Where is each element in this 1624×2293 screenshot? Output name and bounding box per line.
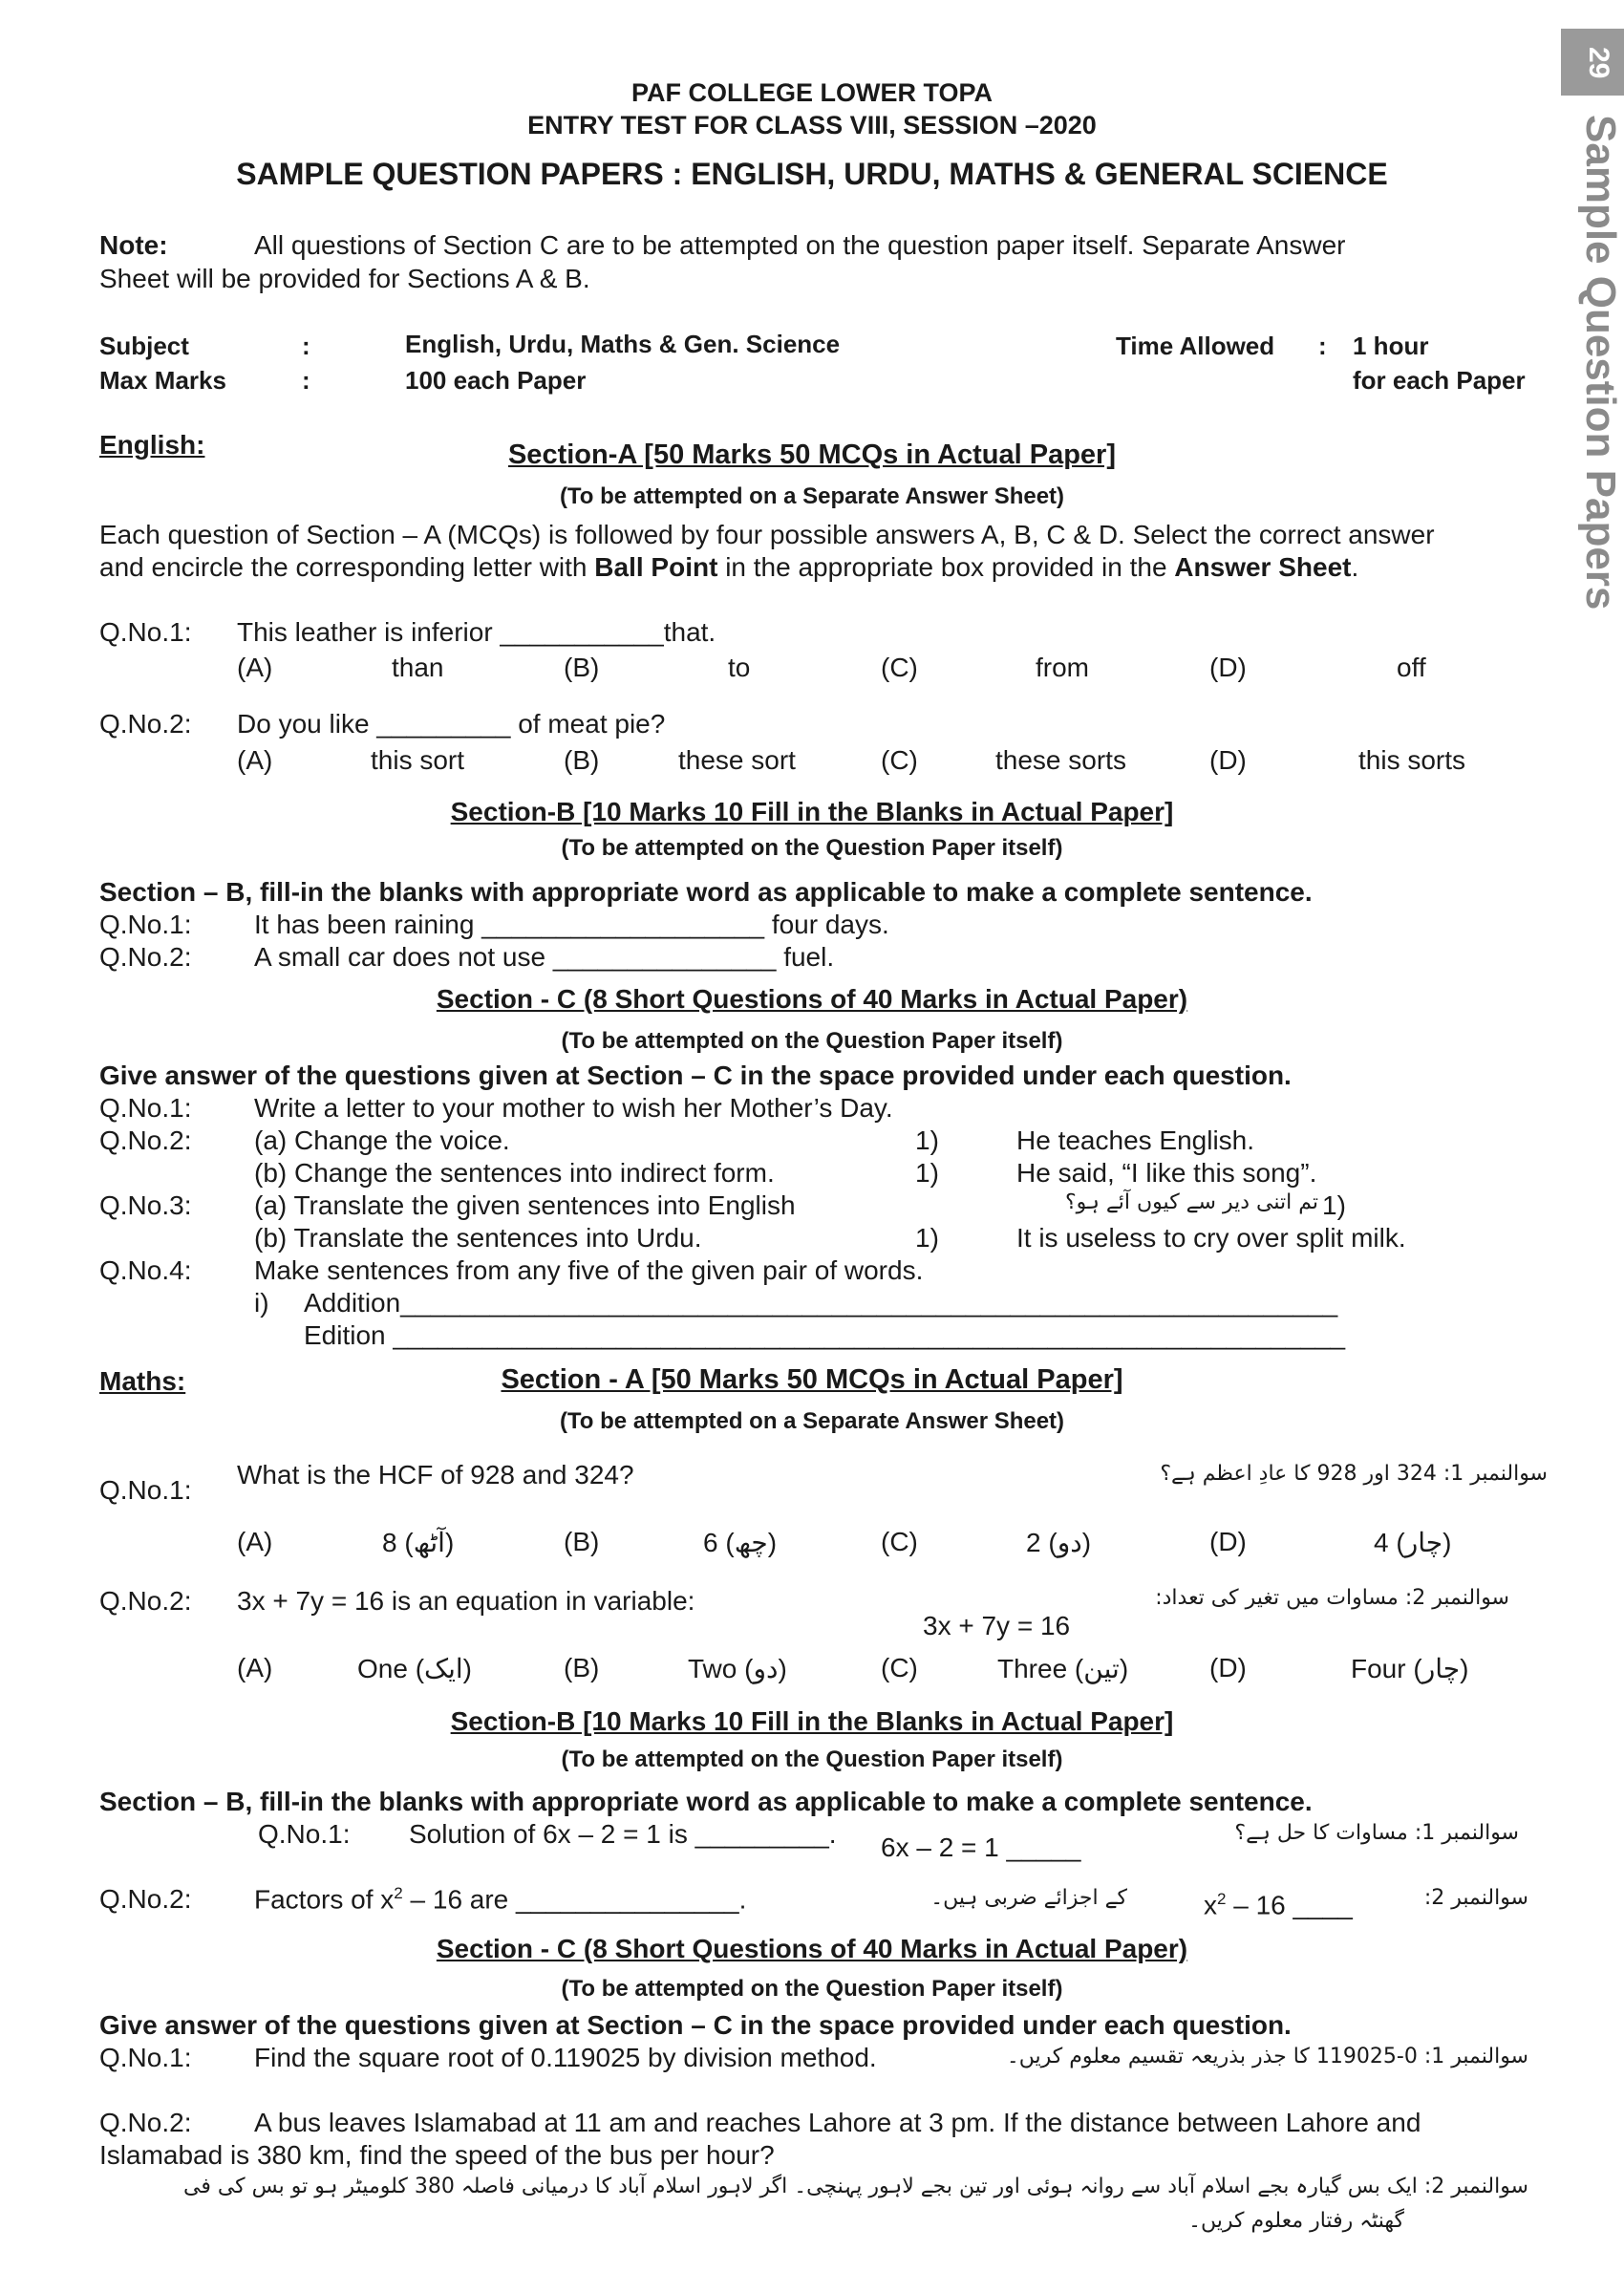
english-section-a-instruction-1: Each question of Section – A (MCQs) is followed by four possible answers A, B, C & D. Select the correct answer — [99, 520, 1435, 549]
english-section-a-subtitle: (To be attempted on a Separate Answer Sheet) — [559, 483, 1065, 509]
math-q1-opt-a: 8 (آٹھ) — [382, 1528, 455, 1557]
math-c-q1-number: Q.No.1: — [99, 2043, 192, 2072]
math-q2-number: Q.No.2: — [99, 1586, 192, 1616]
subject-label: Subject — [99, 332, 189, 360]
maths-section-c-instruction: Give answer of the questions given at Section – C in the space provided under each question. — [99, 2010, 1292, 2040]
maths-section-c-title: Section - C (8 Short Questions of 40 Marks in Actual Paper) — [436, 1934, 1188, 1963]
eng-q1-opt-c: from — [1036, 653, 1089, 682]
eng-c-q3b-text: (b) Translate the sentences into Urdu. — [254, 1223, 702, 1253]
eng-q1-opt-c-letter: (C) — [881, 653, 918, 682]
math-q1-text: What is the HCF of 928 and 324? — [237, 1460, 634, 1489]
math-q2-opt-c-letter: (C) — [881, 1653, 918, 1682]
eng-c-q1-text: Write a letter to your mother to wish her Mother’s Day. — [254, 1093, 893, 1123]
eng-q2-opt-d: this sorts — [1358, 745, 1466, 775]
maths-section-b-instruction: Section – B, fill-in the blanks with appropriate word as applicable to make a complete sentence. — [99, 1787, 1313, 1816]
math-q1-opt-a-letter: (A) — [237, 1527, 273, 1556]
eng-q2-opt-b-letter: (B) — [564, 745, 600, 775]
subject-colon: : — [302, 332, 310, 360]
eng-c-q4-number: Q.No.4: — [99, 1255, 192, 1285]
eng-c-q4-text: Make sentences from any five of the given pair of words. — [254, 1255, 924, 1285]
eng-b-q1-text: It has been raining ___________________ four days. — [254, 910, 889, 939]
eng-c-q1-number: Q.No.1: — [99, 1093, 192, 1123]
eng-c-q2b-text: (b) Change the sentences into indirect form. — [254, 1158, 775, 1188]
max-marks-label: Max Marks — [99, 366, 226, 395]
eng-q2-opt-c-letter: (C) — [881, 745, 918, 775]
eng-c-q4-item-i: i) — [254, 1288, 269, 1318]
header-line-1: PAF COLLEGE LOWER TOPA — [631, 78, 993, 107]
eng-b-q2-number: Q.No.2: — [99, 942, 192, 972]
eng-c-q2-number: Q.No.2: — [99, 1125, 192, 1155]
math-c-q2-line-1: A bus leaves Islamabad at 11 am and reaches Lahore at 3 pm. If the distance between Lahore and — [254, 2108, 1421, 2137]
time-allowed-value: 1 hour — [1353, 332, 1429, 360]
note-label: Note: — [99, 230, 168, 260]
math-q2-opt-c: Three (تین) — [997, 1654, 1129, 1683]
eng-q1-opt-d-letter: (D) — [1209, 653, 1247, 682]
math-c-q2-number: Q.No.2: — [99, 2108, 192, 2137]
eng-q2-opt-a-letter: (A) — [237, 745, 273, 775]
eng-q2-number: Q.No.2: — [99, 709, 192, 739]
maths-section-c-subtitle: (To be attempted on the Question Paper itself) — [561, 1976, 1063, 2002]
max-marks-value: 100 each Paper — [405, 366, 587, 395]
math-b-q1-equation: 6x – 2 = 1 _____ — [881, 1832, 1081, 1862]
math-b-q2-number: Q.No.2: — [99, 1884, 192, 1914]
eng-q1-opt-b: to — [728, 653, 751, 682]
page-number: 29 — [1583, 47, 1614, 79]
eng-q1-opt-b-letter: (B) — [564, 653, 600, 682]
time-allowed-label: Time Allowed — [1116, 332, 1275, 360]
math-q1-urdu: سوالنمبر 1: 324 اور 928 کا عادِ اعظم ہے؟ — [1160, 1462, 1548, 1486]
math-q1-number: Q.No.1: — [99, 1475, 192, 1505]
english-section-c-instruction: Give answer of the questions given at Section – C in the space provided under each question. — [99, 1061, 1292, 1090]
eng-c-q2b-number: 1) — [915, 1158, 939, 1188]
math-b-q1-urdu: سوالنمبر 1: مساوات کا حل ہے؟ — [1234, 1821, 1519, 1845]
eng-b-q1-number: Q.No.1: — [99, 910, 192, 939]
math-b-q2-urdu-number: سوالنمبر 2: — [1423, 1886, 1528, 1910]
eng-q1-opt-d: off — [1397, 653, 1426, 682]
eng-c-q3a-number: 1) — [1322, 1190, 1346, 1220]
eng-q1-text: This leather is inferior ___________that. — [237, 617, 716, 647]
eng-q1-opt-a: than — [392, 653, 444, 682]
maths-section-a-title: Section - A [50 Marks 50 MCQs in Actual Paper] — [501, 1364, 1123, 1395]
math-q2-equation: 3x + 7y = 16 — [923, 1611, 1071, 1640]
math-q2-opt-b: Two (دو) — [688, 1654, 787, 1683]
eng-c-q3-number: Q.No.3: — [99, 1190, 192, 1220]
maths-heading: Maths: — [99, 1366, 186, 1396]
math-q2-text: 3x + 7y = 16 is an equation in variable: — [237, 1586, 695, 1616]
subject-value: English, Urdu, Maths & Gen. Science — [405, 330, 841, 358]
math-b-q2-equation: $x^2 - 16$ ____ — [1204, 1890, 1353, 1920]
eng-b-q2-text: A small car does not use _______________ fuel. — [254, 942, 835, 972]
english-section-c-title: Section - C (8 Short Questions of 40 Marks in Actual Paper) — [436, 984, 1188, 1014]
maths-section-b-subtitle: (To be attempted on the Question Paper itself) — [561, 1747, 1063, 1772]
math-c-q1-text: Find the square root of 0.119025 by division method. — [254, 2043, 877, 2072]
maths-section-b-title: Section-B [10 Marks 10 Fill in the Blanks in Actual Paper] — [450, 1706, 1174, 1736]
eng-q2-text: Do you like _________ of meat pie? — [237, 709, 666, 739]
math-q1-opt-b: 6 (چھ) — [703, 1528, 778, 1557]
math-c-q2-urdu-line-1: سوالنمبر 2: ایک بس گیارہ بجے اسلام آباد سے روانہ ہوئی اور تین بجے لاہور پہنچی۔ اگر لاہور اسلام آباد کا درمیانی فاصلہ 380 کلومیٹر ہو تو بس کی فی — [182, 2175, 1528, 2198]
math-q2-opt-d-letter: (D) — [1209, 1653, 1247, 1682]
math-q1-opt-c: 2 (دو) — [1026, 1528, 1092, 1557]
eng-q2-opt-a: this sort — [371, 745, 465, 775]
math-q1-opt-b-letter: (B) — [564, 1527, 600, 1556]
eng-c-q4-word-1: Addition_______________________________________________________________ — [304, 1288, 1338, 1318]
eng-c-q3b-answer: It is useless to cry over split milk. — [1016, 1223, 1406, 1253]
english-section-b-instruction: Section – B, fill-in the blanks with appropriate word as applicable to make a complete sentence. — [99, 877, 1313, 907]
english-section-c-subtitle: (To be attempted on the Question Paper itself) — [561, 1028, 1063, 1054]
eng-q1-opt-a-letter: (A) — [237, 653, 273, 682]
eng-c-q3b-number: 1) — [915, 1223, 939, 1253]
eng-c-q3a-text: (a) Translate the given sentences into English — [254, 1190, 796, 1220]
math-q2-opt-d: Four (چار) — [1351, 1654, 1469, 1683]
note-line-2: Sheet will be provided for Sections A & B. — [99, 264, 590, 293]
english-section-a-instruction-2: and encircle the corresponding letter with Ball Point in the appropriate box provided in the Answer Sheet. — [99, 552, 1359, 582]
english-heading: English: — [99, 430, 205, 460]
math-q1-opt-d: 4 (چار) — [1374, 1528, 1452, 1557]
eng-c-q2a-text: (a) Change the voice. — [254, 1125, 510, 1155]
math-b-q1-number: Q.No.1: — [258, 1819, 351, 1849]
eng-q2-opt-c: these sorts — [995, 745, 1126, 775]
note-line-1: All questions of Section C are to be attempted on the question paper itself. Separate Answer — [254, 230, 1346, 260]
math-q1-opt-d-letter: (D) — [1209, 1527, 1247, 1556]
math-c-q2-urdu-line-2: گھنٹہ رفتار معلوم کریں۔ — [1188, 2209, 1404, 2233]
math-b-q2-urdu: کے اجزائے ضربی ہیں۔ — [930, 1886, 1127, 1910]
english-section-a-title: Section-A [50 Marks 50 MCQs in Actual Paper] — [507, 439, 1117, 470]
page-title: SAMPLE QUESTION PAPERS : ENGLISH, URDU, MATHS & GENERAL SCIENCE — [236, 157, 1388, 191]
math-q2-opt-a-letter: (A) — [237, 1653, 273, 1682]
eng-c-q2a-answer: He teaches English. — [1016, 1125, 1255, 1155]
eng-c-q2a-number: 1) — [915, 1125, 939, 1155]
maths-section-a-subtitle: (To be attempted on a Separate Answer Sheet) — [559, 1408, 1065, 1434]
math-b-q1-text: Solution of 6x – 2 = 1 is _________. — [409, 1819, 837, 1849]
math-q1-opt-c-letter: (C) — [881, 1527, 918, 1556]
math-c-q2-line-2: Islamabad is 380 km, find the speed of the bus per hour? — [99, 2140, 775, 2170]
eng-q2-opt-b: these sort — [678, 745, 796, 775]
max-marks-colon: : — [302, 366, 310, 395]
math-b-q2-text: Factors of $x^2 - 16$ are _______________. — [254, 1884, 747, 1915]
eng-q2-opt-d-letter: (D) — [1209, 745, 1247, 775]
math-q2-urdu: سوالنمبر 2: مساوات میں تغیر کی تعداد: — [1155, 1586, 1509, 1610]
english-section-b-title: Section-B [10 Marks 10 Fill in the Blanks in Actual Paper] — [450, 797, 1174, 826]
eng-c-q2b-answer: He said, “I like this song”. — [1016, 1158, 1317, 1188]
time-allowed-colon: : — [1318, 332, 1327, 360]
eng-c-q3a-urdu: تم اتنی دیر سے کیوں آئے ہو؟ — [1064, 1190, 1318, 1214]
eng-c-q4-word-2: Edition ________________________________________________________________ — [304, 1320, 1346, 1350]
eng-q1-number: Q.No.1: — [99, 617, 192, 647]
header-line-2: ENTRY TEST FOR CLASS VIII, SESSION –2020 — [527, 111, 1097, 139]
math-c-q1-urdu: سوالنمبر 1: 0-119025 کا جذر بذریعہ تقسیم معلوم کریں۔ — [1006, 2045, 1528, 2068]
math-q2-opt-a: One (ایک) — [357, 1654, 472, 1683]
side-label: Sample Question Papers — [1577, 115, 1624, 611]
time-allowed-value-2: for each Paper — [1353, 366, 1526, 395]
english-section-b-subtitle: (To be attempted on the Question Paper itself) — [561, 835, 1063, 861]
math-q2-opt-b-letter: (B) — [564, 1653, 600, 1682]
